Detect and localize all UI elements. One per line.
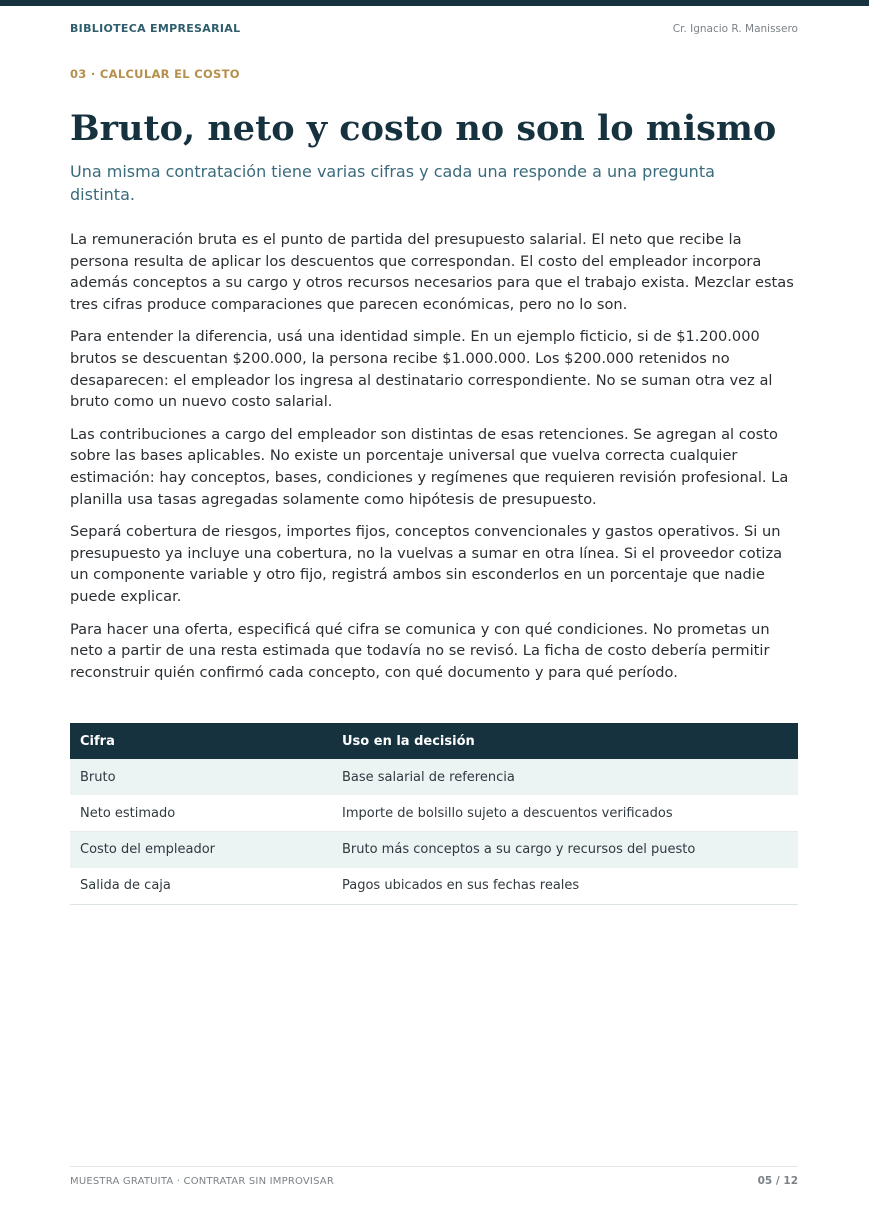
table-cell-figure: Bruto bbox=[70, 759, 332, 795]
top-accent-bar bbox=[0, 0, 869, 6]
page-header bbox=[70, 22, 798, 38]
table-cell-use: Importe de bolsillo sujeto a descuentos verificados bbox=[332, 795, 798, 831]
column-header-uso: Uso en la decisión bbox=[332, 723, 798, 759]
body-text bbox=[70, 229, 801, 694]
table-cell-figure: Neto estimado bbox=[70, 795, 332, 831]
paragraph: Para hacer una oferta, especificá qué cifra se comunica y con qué condiciones. No prometas un neto a partir de una resta estimada que todavía no se revisó. La ficha de costo debería permitir reconstruir quién confirmó cada concepto, con qué documento y para qué período. bbox=[70, 620, 770, 681]
section-kicker: 03 · CALCULAR EL COSTO bbox=[70, 67, 240, 81]
page-subtitle: Una misma contratación tiene varias cifras y cada una responde a una pregunta distinta. bbox=[70, 162, 715, 204]
table-cell-figure: Costo del empleador bbox=[70, 832, 332, 868]
table-row bbox=[70, 795, 798, 831]
footer-label: MUESTRA GRATUITA · CONTRATAR SIN IMPROVISAR bbox=[70, 1176, 334, 1187]
table-cell-use: Base salarial de referencia bbox=[332, 759, 798, 795]
table-cell-use: Pagos ubicados en sus fechas reales bbox=[332, 868, 798, 904]
table-row bbox=[70, 868, 798, 904]
author-label: Cr. Ignacio R. Manissero bbox=[672, 23, 798, 35]
page-title: Bruto, neto y costo no son lo mismo bbox=[70, 108, 777, 149]
footer-divider bbox=[70, 1166, 798, 1167]
paragraph: Separá cobertura de riesgos, importes fijos, conceptos convencionales y gastos operativos. Si un presupuesto ya incluye una cobertura, no la vuelvas a sumar en otra línea. Si el proveedor cotiza un componente variable y otro fijo, registrá ambos sin esconderlos en un porcentaje que nadie puede explicar. bbox=[70, 523, 783, 605]
paragraph: Las contribuciones a cargo del empleador son distintas de esas retenciones. Se agregan al costo sobre las bases aplicables. No existe un porcentaje universal que vuelva correcta cualquier estimación: hay conceptos, bases, condiciones y regímenes que requieren revisión profesional. La planilla usa tasas agregadas solamente como hipótesis de presupuesto. bbox=[70, 425, 789, 508]
brand-label: BIBLIOTECA EMPRESARIAL bbox=[70, 22, 241, 35]
table-row bbox=[70, 832, 798, 868]
figures-table bbox=[70, 723, 798, 905]
paragraph: La remuneración bruta es el punto de partida del presupuesto salarial. El neto que recibe la persona resulta de aplicar los descuentos que correspondan. El costo del empleador incorpora además conceptos a su cargo y otros recursos necesarios para que el trabajo exista. Mezclar estas tres cifras produce comparaciones que parecen económicas, pero no lo son. bbox=[70, 231, 794, 313]
page-number: 05 / 12 bbox=[757, 1175, 798, 1187]
table-cell-use: Bruto más conceptos a su cargo y recursos del puesto bbox=[332, 832, 798, 868]
column-header-cifra: Cifra bbox=[70, 723, 332, 759]
table-cell-figure: Salida de caja bbox=[70, 868, 332, 904]
table-header-row bbox=[70, 723, 798, 759]
table-row bbox=[70, 759, 798, 795]
paragraph: Para entender la diferencia, usá una identidad simple. En un ejemplo ficticio, si de $1.200.000 brutos se descuentan $200.000, la persona recibe $1.000.000. Los $200.000 retenidos no desaparecen: el empleador los ingresa al destinatario correspondiente. No se suman otra vez al bruto como un nuevo costo salarial. bbox=[70, 328, 773, 411]
